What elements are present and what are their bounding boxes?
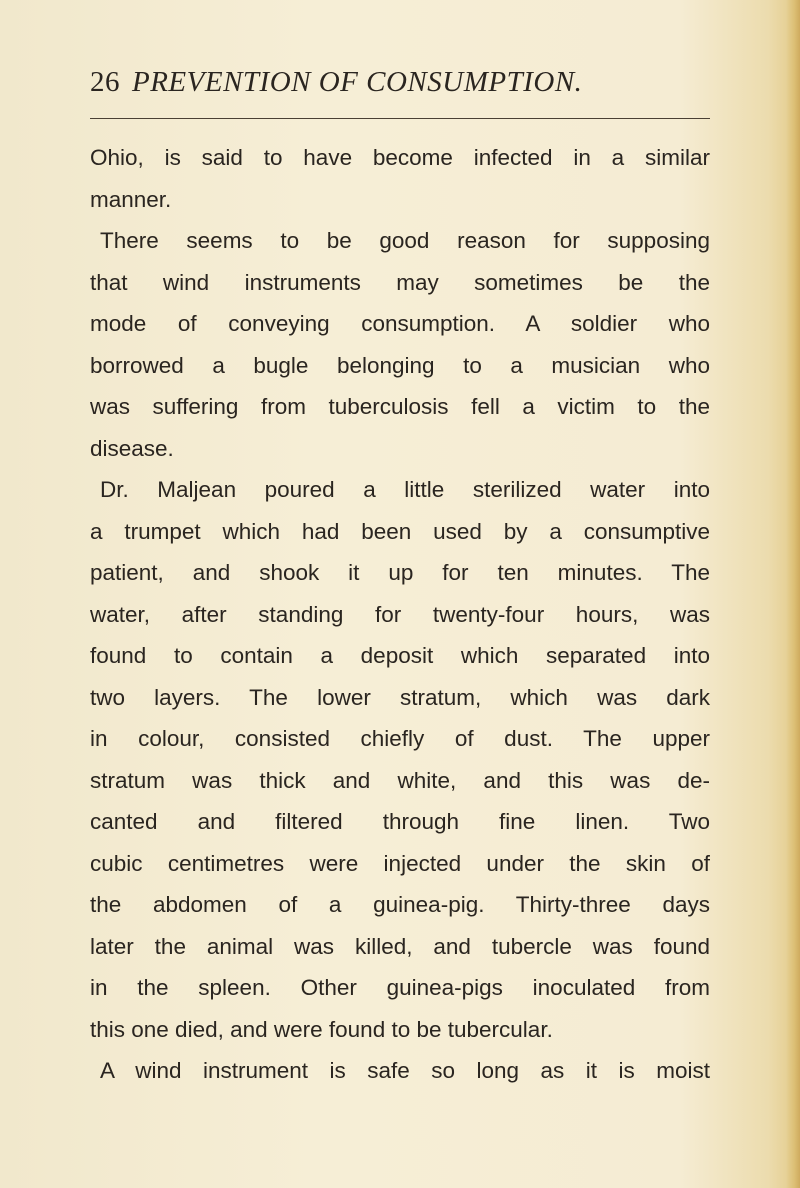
text-line: patient, and shook it up for ten minutes. The bbox=[90, 560, 710, 585]
text-line: a trumpet which had been used by a consumptive bbox=[90, 518, 710, 544]
text-line: in colour, consisted chiefly of dust. The upper bbox=[90, 726, 710, 751]
text-line: borrowed a bugle belonging to a musician who bbox=[90, 352, 710, 378]
text-line: canted and filtered through fine linen. Two bbox=[90, 809, 710, 834]
text-line: Dr. Maljean poured a little sterilized water into bbox=[100, 477, 710, 502]
text-line: two layers. The lower stratum, which was dark bbox=[90, 684, 710, 710]
running-head bbox=[90, 66, 710, 106]
text-line: Ohio, is said to have become infected in a similar bbox=[90, 145, 710, 170]
text-line: stratum was thick and white, and this was de- bbox=[90, 767, 710, 793]
text-line: mode of conveying consumption. A soldier who bbox=[90, 311, 710, 336]
text-line: was suffering from tuberculosis fell a victim to the bbox=[90, 394, 710, 419]
text-line: this one died, and were found to be tubercular. bbox=[90, 1016, 553, 1042]
text-line: water, after standing for twenty-four hours, was bbox=[90, 601, 710, 627]
page-edge-shading bbox=[786, 0, 800, 1188]
text-line: manner. bbox=[90, 186, 172, 212]
running-title: PREVENTION OF CONSUMPTION. bbox=[132, 66, 583, 98]
text-line: later the animal was killed, and tubercle was found bbox=[90, 933, 710, 959]
text-line: cubic centimetres were injected under the skin of bbox=[90, 850, 710, 876]
text-line: in the spleen. Other guinea-pigs inoculated from bbox=[90, 975, 710, 1000]
text-line: the abdomen of a guinea-pig. Thirty-three days bbox=[90, 892, 710, 917]
text-line: A wind instrument is safe so long as it is moist bbox=[100, 1058, 710, 1083]
header-rule bbox=[90, 118, 710, 119]
text-line: There seems to be good reason for supposing bbox=[100, 228, 710, 253]
text-line: disease. bbox=[90, 435, 174, 461]
text-line: that wind instruments may sometimes be the bbox=[90, 269, 710, 295]
text-line: found to contain a deposit which separated into bbox=[90, 643, 710, 668]
page-number: 26 bbox=[90, 66, 120, 98]
body-text bbox=[90, 137, 710, 1092]
